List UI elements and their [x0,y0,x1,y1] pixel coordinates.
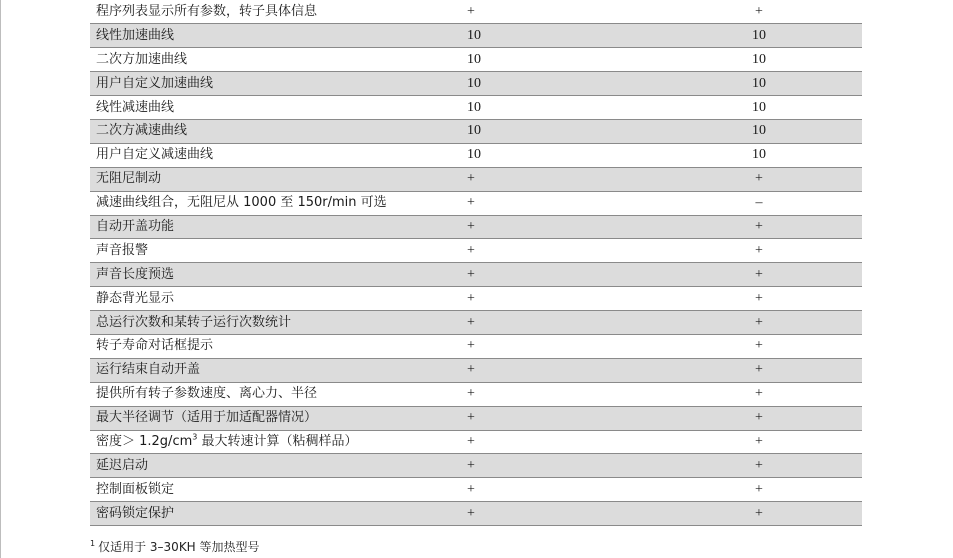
model-b-value: 10 [656,48,862,72]
value-text: + [467,171,475,187]
model-b-value: + [656,215,862,239]
model-b-value: + [656,478,862,502]
feature-name: 最大半径调节（适用于加适配器情况） [90,406,374,430]
feature-name: 用户自定义加速曲线 [90,72,374,96]
model-a-value [374,167,656,191]
feature-name: 静态背光显示 [90,287,374,311]
table-row [90,48,862,72]
value-text: + [467,3,475,19]
value-text: + [467,362,475,378]
feature-name: 线性加速曲线 [90,24,374,48]
footnote-text: 仅适用于 3–30KH 等加热型号 [98,540,260,554]
table-row [90,167,862,191]
table-row [90,311,862,335]
model-b-value: + [656,358,862,382]
feature-name: 二次方减速曲线 [90,119,374,143]
value-text: 10 [467,147,481,163]
table-row [90,0,862,24]
table-row [90,119,862,143]
table-row [90,382,862,406]
value-text: 10 [467,75,481,91]
value-text: + [467,505,475,521]
feature-name: 用户自定义减速曲线 [90,143,374,167]
model-b-value: 10 [656,143,862,167]
table-row [90,334,862,358]
model-a-value [374,430,656,454]
model-a-value [374,478,656,502]
feature-name [90,430,374,454]
value-text: 10 [467,123,481,139]
value-text: + [467,218,475,234]
model-a-value [374,311,656,335]
model-a-value [374,358,656,382]
table-row [90,191,862,215]
model-b-value: + [656,239,862,263]
model-b-value: + [656,430,862,454]
table-row [90,406,862,430]
table-row [90,478,862,502]
model-a-value [374,287,656,311]
table-row [90,430,862,454]
table-row [90,502,862,526]
model-b-value: + [656,382,862,406]
value-text: 10 [467,27,481,43]
table-row [90,454,862,478]
feature-name: 自动开盖功能 [90,215,374,239]
model-b-value: 10 [656,119,862,143]
value-text: + [467,386,475,402]
feature-name: 延迟启动 [90,454,374,478]
model-b-value: + [656,406,862,430]
table-row [90,358,862,382]
feature-comparison-table [90,0,862,526]
model-a-value [374,143,656,167]
table-row [90,24,862,48]
model-a-value [374,215,656,239]
table-row [90,72,862,96]
feature-name: 提供所有转子参数速度、离心力、半径 [90,382,374,406]
model-b-value: 10 [656,96,862,120]
table-row [90,215,862,239]
table-row [90,143,862,167]
feature-name: 线性减速曲线 [90,96,374,120]
model-b-value: + [656,167,862,191]
table-row [90,96,862,120]
model-b-value: + [656,263,862,287]
value-text: + [467,457,475,473]
model-a-value [374,502,656,526]
model-b-value: 10 [656,72,862,96]
model-a-value [374,96,656,120]
model-b-value: + [656,0,862,24]
model-a-value [374,48,656,72]
model-a-value [374,0,656,24]
value-text: + [467,242,475,258]
value-text: 10 [467,51,481,67]
model-a-value [374,191,656,215]
value-text: + [467,195,475,211]
model-b-value: + [656,334,862,358]
feature-name-suffix: 最大转速计算（粘稠样品） [197,433,358,449]
feature-name: 程序列表显示所有参数，转子具体信息 [90,0,374,24]
feature-name: 二次方加速曲线 [90,48,374,72]
model-b-value: 10 [656,24,862,48]
feature-name: 控制面板锁定 [90,478,374,502]
feature-name: 转子寿命对话框提示 [90,334,374,358]
feature-name: 减速曲线组合，无阻尼从 1000 至 150r/min 可选 [90,191,374,215]
model-a-value [374,72,656,96]
value-text: + [467,266,475,282]
model-a-value [374,119,656,143]
value-text: + [467,290,475,306]
feature-name: 无阻尼制动 [90,167,374,191]
value-text: 10 [467,99,481,115]
feature-name: 声音长度预选 [90,263,374,287]
footnote [90,538,260,555]
model-a-value [374,263,656,287]
model-a-value [374,334,656,358]
superscript-3: 3 [192,432,198,442]
feature-name-prefix: 密度＞ 1.2g/cm [96,433,193,449]
feature-name: 运行结束自动开盖 [90,358,374,382]
model-a-value [374,24,656,48]
model-a-value [374,382,656,406]
value-text: + [467,481,475,497]
model-a-value [374,454,656,478]
model-b-value: + [656,311,862,335]
table-row [90,287,862,311]
table-row [90,263,862,287]
feature-name: 密码锁定保护 [90,502,374,526]
value-text: + [467,433,475,449]
value-text: + [467,338,475,354]
model-a-value [374,239,656,263]
model-a-value [374,406,656,430]
table-row [90,239,862,263]
feature-name: 声音报警 [90,239,374,263]
page-left-rule [0,0,1,558]
model-b-value: + [656,502,862,526]
value-text: + [467,410,475,426]
model-b-value: – [656,191,862,215]
value-text: + [467,314,475,330]
footnote-marker: 1 [90,539,96,548]
feature-name: 总运行次数和某转子运行次数统计 [90,311,374,335]
model-b-value: + [656,287,862,311]
model-b-value: + [656,454,862,478]
